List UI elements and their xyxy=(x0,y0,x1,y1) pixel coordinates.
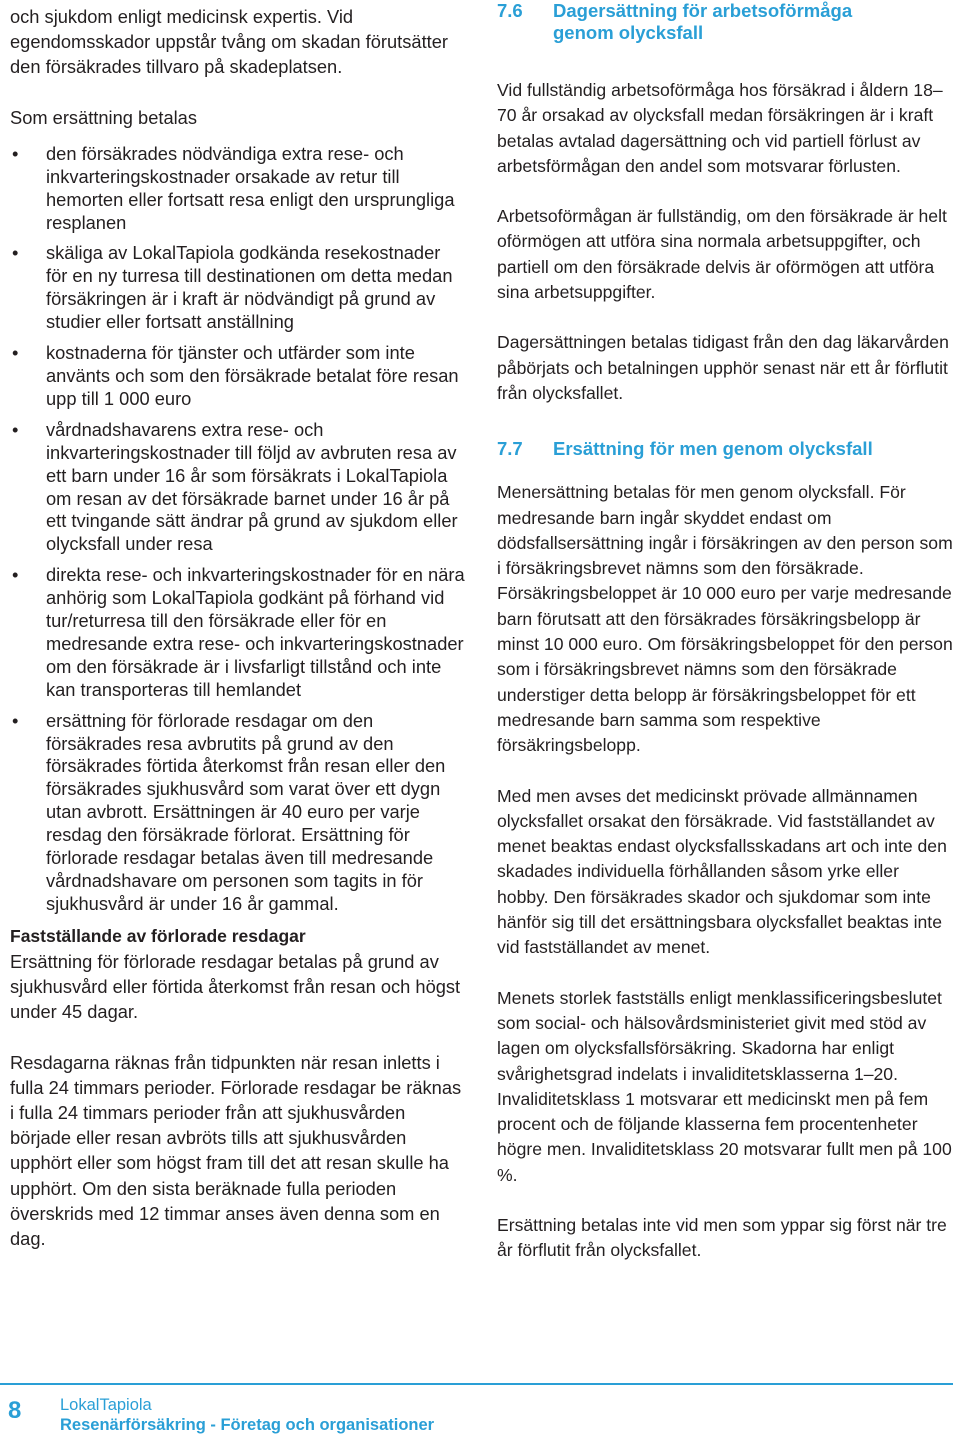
section-number: 7.7 xyxy=(497,438,523,460)
list-item: • ersättning för förlorade resdagar om den försäkrades resa avbrutits på grund av den försäkrades förtida återkomst från resan eller den försäkrades sjukhusvård som varat över ett dygn utan avbrott. Ersättningen är 40 euro per varje resdag den försäkrade förlorat. Ersättning för förlorade resdagar betalas även till medresande vårdnadshavare om personen som tagits in för sjukhusvård är under 16 år gammal. xyxy=(12,709,446,914)
compensation-list xyxy=(10,143,465,916)
list-item: • den försäkrades nödvändiga extra rese- och inkvarteringskostnader orsakade av retur till hemorten eller fortsatt resa enligt den ursprungliga resplanen xyxy=(12,142,455,233)
paragraph-lost-days: Ersättning för förlorade resdagar betalas på grund av sjukhusvård eller förtida återkomst från resan och högst under 45 dagar. xyxy=(10,951,461,1023)
paragraph-counting: Resdagarna räknas från tidpunkten när resan inletts i fulla 24 timmars perioder. Förlorade resdagar be räknas i fulla 24 timmars perioder från att sjukhusvården började eller resan avbröts tills att sjukhusvården upphört eller som högst fram till det att resan skulle ha upphört. Om den sista beräknade fulla perioden överskrids med 12 timmar anses även denna som en dag. xyxy=(10,1051,462,1250)
right-column xyxy=(497,0,953,1264)
footer-brand xyxy=(60,1395,434,1435)
bullet-icon: • xyxy=(12,142,19,164)
paragraph: Med men avses det medicinskt prövade allmännamen olycksfallet orsakat den försäkrade. Vid fastställandet av menet beaktas endast olycksfallsskadans art och inte den skadades individuella förhållanden såsom yrke eller hobby. Den försäkrades skador och sjukdomar som inte hänför sig till det ersättningsbara olycksfallet beaktas inte vid fastställandet av menet. xyxy=(497,785,947,958)
paragraph: Menets storlek fastställs enligt menklassificeringsbeslutet som social- och hälsovårdsministeriet givit med stöd av lagen om olycksfallsförsäkring. Skadorna har enligt svårighetsgrad indelats i invaliditetsklasserna 1–20. Invaliditetsklass 1 motsvarar ett medicinskt men på fem procent och de följande klasserna fem procentenheter högre men. Invaliditetsklass 20 motsvarar fullt men på 100 %. xyxy=(497,987,952,1185)
list-item: • kostnaderna för tjänster och utfärder som inte använts och som den försäkrade betalat före resan upp till 1 000 euro xyxy=(12,342,459,409)
bullet-icon: • xyxy=(12,342,19,364)
lead-text: Som ersättning betalas xyxy=(10,106,197,128)
subheading-lost-days: Fastställande av förlorade resdagar xyxy=(10,925,306,946)
section-heading-7-6 xyxy=(497,0,953,44)
bullet-icon: • xyxy=(12,564,19,586)
bullet-icon: • xyxy=(12,418,19,440)
paragraph: Ersättning betalas inte vid men som yppar sig först när tre år förflutit från olycksfallet. xyxy=(497,1214,947,1261)
brand-name: LokalTapiola xyxy=(60,1396,152,1414)
paragraph: Dagersättningen betalas tidigast från den dag läkarvården påbörjats och betalningen upphör senast när ett år förflutit från olycksfallet. xyxy=(497,332,949,403)
list-item: • vårdnadshavarens extra rese- och inkvarteringskostnader till följd av avbruten resa av ett barn under 16 år som försäkrats i LokalTapiola om resan av det försäkrade barnet under 16 år på ett tvingande sätt ändrar på grund av sjukdom eller olycksfall under resa xyxy=(12,418,458,555)
bullet-icon: • xyxy=(12,709,19,731)
paragraph: Vid fullständig arbetsoförmåga hos försäkrad i åldern 18–70 år orsakad av olycksfall medan försäkringen är i kraft betalas avtalad dagersättning och vid partiell förlust av arbetsförmågan den andel som motsvarar förlusten. xyxy=(497,80,943,176)
left-column xyxy=(10,4,465,1251)
document-subtitle: Resenärförsäkring - Företag och organisationer xyxy=(60,1416,435,1434)
section-title: Ersättning för men genom olycksfall xyxy=(553,438,873,460)
section-heading-7-7 xyxy=(497,438,953,460)
intro-paragraph: och sjukdom enligt medicinsk expertis. Vid egendomsskador uppstår tvång om skadan förutsätter den försäkrades tillvaro på skadeplatsen. xyxy=(10,6,448,78)
section-title: Dagersättning för arbetsoförmåga genom olycksfall xyxy=(553,0,853,43)
list-item: • direkta rese- och inkvarteringskostnader för en nära anhörig som LokalTapiola godkänt på förhand vid tur/returresa till den försäkrade eller för en medresande extra rese- och inkvarteringskostnader om den försäkrade är i livsfarligt tillstånd och inte kan transporteras till hemlandet xyxy=(12,564,465,700)
page-number: 8 xyxy=(8,1397,22,1424)
section-number: 7.6 xyxy=(497,0,523,21)
list-item: • skäliga av LokalTapiola godkända resekostnader för en ny turresa till destinationen om detta medan försäkringen är i kraft är nödvändigt på grund av studier eller fortsatt anställning xyxy=(12,242,453,333)
footer-divider xyxy=(0,1383,953,1385)
paragraph: Menersättning betalas för men genom olycksfall. För medresande barn ingår skyddet endast om dödsfallsersättning ingår i försäkringen av den person som i försäkringsbrevet nämns som den försäkrade. Försäkringsbeloppet är 10 000 euro per varje medresande barn förutsatt att den försäkrades försäkringsbelopp är minst 10 000 euro. Om försäkringsbeloppet för den person som i försäkringsbrevet nämns som den försäkrade understiger detta belopp är försäkringsbeloppet för ett medresande barn samma som respektive försäkringsbelopp. xyxy=(497,482,953,756)
bullet-icon: • xyxy=(12,242,19,264)
paragraph: Arbetsoförmågan är fullständig, om den försäkrade är helt oförmögen att utföra sina normala arbetsuppgifter, och partiell om den försäkrade delvis är oförmögen att utföra sina arbetsuppgifter. xyxy=(497,206,947,303)
